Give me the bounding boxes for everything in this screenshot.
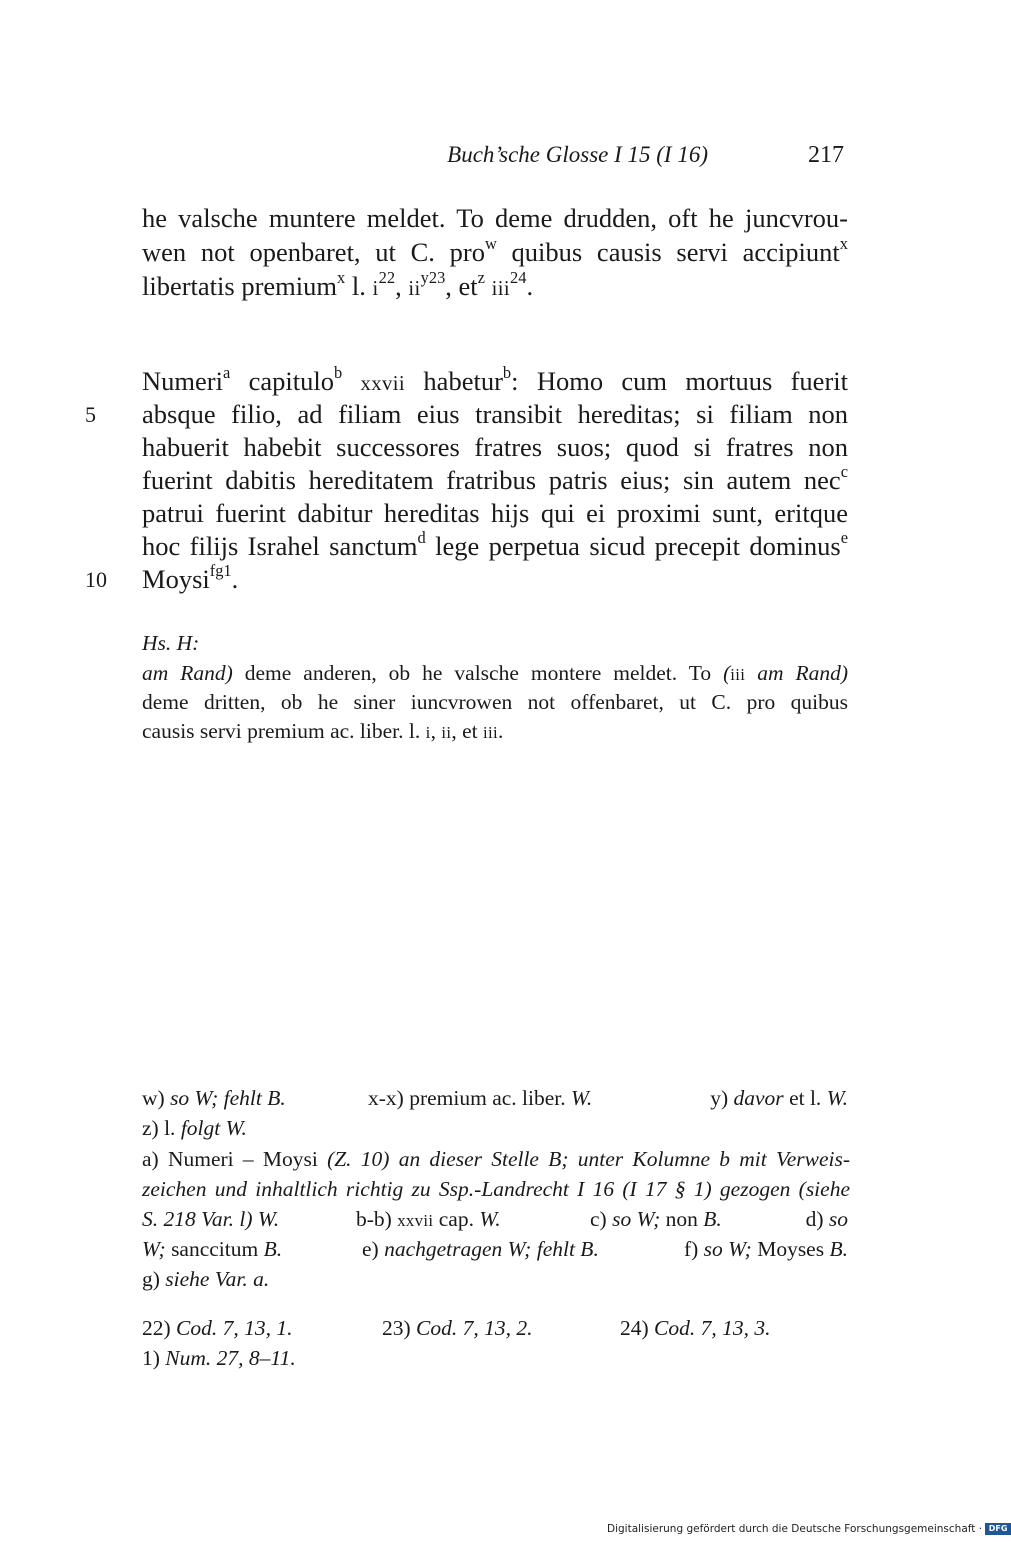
text-line: absque filio, ad filiam eius transibit hereditas; si filiam non bbox=[142, 399, 848, 429]
text-line: he valsche muntere meldet. To deme drudden, oft he juncvrou- bbox=[142, 203, 848, 233]
source-1: 1) Num. 27, 8–11. bbox=[142, 1346, 296, 1370]
text-line: causis servi premium ac. liber. l. i, ii, et iii. bbox=[142, 719, 504, 743]
footnote-a-end: S. 218 Var. l) W. bbox=[142, 1207, 280, 1231]
footnote-row bbox=[142, 1083, 850, 1114]
page-number: 217 bbox=[808, 142, 844, 168]
source-23: 23) Cod. 7, 13, 2. bbox=[382, 1316, 533, 1340]
footnote-row bbox=[142, 1234, 850, 1265]
footnote-d: d) so bbox=[805, 1207, 848, 1231]
dfg-logo: DFG bbox=[985, 1523, 1011, 1535]
footnote-a-cont: zeichen und inhaltlich richtig zu Ssp.-Landrecht I 16 (I 17 § 1) gezogen (siehe bbox=[142, 1177, 850, 1201]
footnote-f: f) so W; Moyses B. bbox=[683, 1237, 848, 1261]
footnote-w: w) so W; fehlt B. bbox=[142, 1086, 286, 1110]
footnote-a: a) Numeri – Moysi (Z. 10) an dieser Stelle B; unter Kolumne b mit Verweis- bbox=[142, 1147, 850, 1171]
text-line: libertatis premium$^x$ l. $i^{22}$, $ii^{y23}$, $et^z$ iii$^{24}$. bbox=[142, 267, 534, 301]
digitization-credit bbox=[607, 1523, 1011, 1535]
footnote-bb: b-b) xxvii cap. W. bbox=[356, 1207, 501, 1231]
running-title: Buch’sche Glosse I 15 (I 16) bbox=[447, 142, 708, 167]
footnote-row bbox=[142, 1313, 850, 1344]
text-line: patrui fuerint dabitur hereditas hijs qui ei proximi sunt, eritque bbox=[142, 498, 848, 528]
text-line: wen not openbaret, ut C. pro$^w$ quibus causis servi accipiunt$^x$ bbox=[142, 233, 848, 267]
footnote-y: y) davor et l. W. bbox=[710, 1086, 848, 1110]
footnote-e: e) nachgetragen W; fehlt B. bbox=[362, 1237, 599, 1261]
line-number-10: 10 bbox=[85, 567, 107, 592]
credit-text: Digitalisierung gefördert durch die Deutsche Forschungsgemeinschaft · bbox=[607, 1523, 983, 1535]
manuscript-label: Hs. H: bbox=[142, 631, 200, 655]
text-line: Numeri$^a$ capitulo$^b$ xxvii habetur$^b$: Homo cum mortuus fuerit bbox=[142, 362, 848, 396]
running-header bbox=[140, 142, 848, 178]
text-line: Moysi$^{fg1}$. bbox=[142, 560, 239, 594]
text-line: hoc filijs Israhel sanctum$^d$ lege perpetua sicud precepit dominus$^e$ bbox=[142, 527, 848, 561]
source-24: 24) Cod. 7, 13, 3. bbox=[620, 1316, 771, 1340]
text-line: deme dritten, ob he siner iuncvrowen not offenbaret, ut C. pro quibus bbox=[142, 690, 848, 714]
text-line: habuerit habebit successores fratres suos; quod si fratres non bbox=[142, 432, 848, 462]
footnote-row bbox=[142, 1204, 850, 1235]
text-line: am Rand) deme anderen, ob he valsche montere meldet. To (iii am Rand) bbox=[142, 661, 848, 685]
footnote-c: c) so W; non B. bbox=[590, 1207, 722, 1231]
text-line: fuerint dabitis hereditatem fratribus patris eius; sin autem nec$^c$ bbox=[142, 461, 848, 495]
line-number-5: 5 bbox=[85, 402, 96, 427]
source-22: 22) Cod. 7, 13, 1. bbox=[142, 1316, 293, 1340]
footnote-g: g) siehe Var. a. bbox=[142, 1267, 270, 1291]
footnote-z: z) l. folgt W. bbox=[142, 1116, 247, 1140]
footnote-d-cont: W; sanccitum B. bbox=[142, 1237, 283, 1261]
footnote-x: x-x) premium ac. liber. W. bbox=[368, 1086, 593, 1110]
